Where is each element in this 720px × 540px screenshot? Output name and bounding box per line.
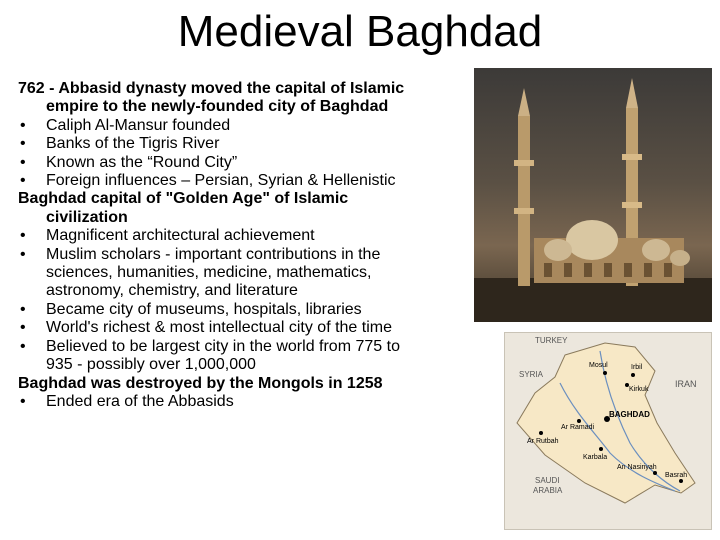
bullet-marker: •: [20, 245, 26, 263]
bullet-text: sciences, humanities, medicine, mathematics,: [46, 264, 372, 282]
bullet-item: [18, 246, 476, 301]
bullet-text: astronomy, chemistry, and literature: [46, 282, 298, 300]
map-label-arabia: ARABIA: [533, 486, 563, 495]
bullet-item: [18, 172, 476, 190]
map-label-nasiriyah: An Nasiriyah: [617, 464, 657, 471]
bullet-text: Believed to be largest city in the world from 775 to: [46, 337, 400, 355]
bullet-marker: •: [20, 153, 26, 171]
section-heading-text: Baghdad capital of "Golden Age" of Islamic: [18, 190, 349, 208]
map-label-syria: SYRIA: [519, 370, 544, 379]
section-heading-text: Baghdad was destroyed by the Mongols in 1258: [18, 374, 383, 392]
bullet-marker: •: [20, 227, 26, 245]
section-heading-text: 762 - Abbasid dynasty moved the capital of Islamic: [18, 80, 405, 97]
section-heading-line: [18, 80, 476, 98]
slide-title: Medieval Baghdad: [177, 7, 543, 56]
bullet-item: [18, 154, 476, 172]
bullet-marker: •: [20, 392, 26, 410]
section-heading-line: [18, 98, 476, 116]
bullet-marker: •: [20, 172, 26, 190]
iraq-map: [504, 332, 712, 530]
map-label-turkey: TURKEY: [535, 336, 568, 345]
bullet-text: Banks of the Tigris River: [46, 135, 220, 153]
map-label-mosul: Mosul: [589, 362, 608, 369]
section-heading-text: empire to the newly-founded city of Baghdad: [46, 98, 389, 116]
section-heading-text: civilization: [46, 208, 128, 226]
bullet-item: [18, 227, 476, 245]
bullet-item: [18, 338, 476, 375]
bullet-marker: •: [20, 300, 26, 318]
map-label-rutbah: Ar Rutbah: [527, 438, 559, 445]
section-heading-line: [18, 190, 476, 208]
map-label-basrah: Basrah: [665, 472, 688, 479]
bullet-marker: •: [20, 337, 26, 355]
bullet-marker: •: [20, 116, 26, 134]
section-heading-line: [18, 375, 476, 393]
bullet-marker: •: [20, 135, 26, 153]
map-label-kirkuk: Kirkuk: [629, 386, 649, 393]
map-label-irbil: Irbil: [631, 364, 643, 371]
map-label-baghdad: BAGHDAD: [609, 410, 650, 419]
section-heading-line: [18, 209, 476, 227]
map-label-saudi: SAUDI: [535, 476, 560, 485]
bullet-text: Muslim scholars - important contributions in the: [46, 245, 381, 263]
bullet-text: Magnificent architectural achievement: [46, 227, 315, 245]
map-label-iran: IRAN: [675, 379, 697, 389]
bullet-item: [18, 301, 476, 319]
bullet-item: [18, 319, 476, 337]
bullet-item: [18, 135, 476, 153]
map-label-ramadi: Ar Ramadi: [561, 424, 595, 431]
bullet-text: Became city of museums, hospitals, libraries: [46, 300, 362, 318]
map-label-karbala: Karbala: [583, 454, 608, 461]
bullet-item: [18, 393, 476, 411]
bullet-marker: •: [20, 319, 26, 337]
bullet-text: Foreign influences – Persian, Syrian & Hellenistic: [46, 172, 396, 190]
mosque-photo: [474, 68, 712, 322]
bullet-text: 935 - possibly over 1,000,000: [46, 356, 256, 374]
slide-body: [18, 80, 476, 411]
bullet-text: Caliph Al-Mansur founded: [46, 116, 231, 134]
bullet-text: Ended era of the Abbasids: [46, 392, 234, 410]
bullet-item: [18, 117, 476, 135]
bullet-text: Known as the “Round City”: [46, 153, 238, 171]
bullet-text: World's richest & most intellectual city of the time: [46, 319, 392, 337]
